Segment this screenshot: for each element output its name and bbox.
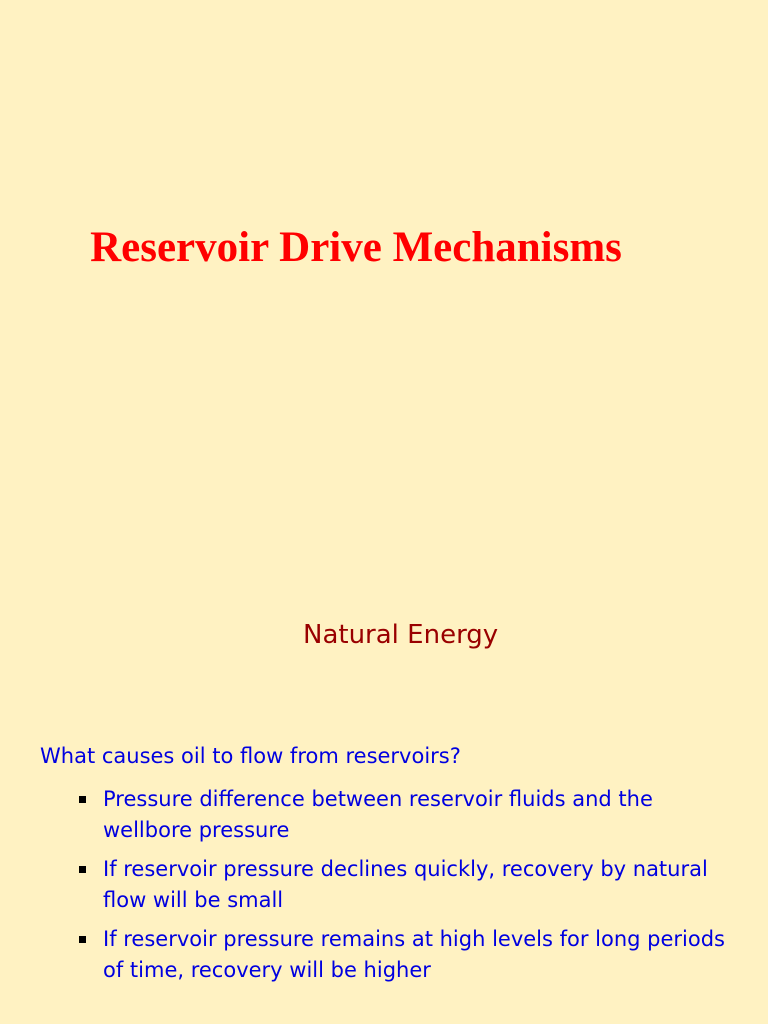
- question-text: What causes oil to flow from reservoirs?: [40, 744, 461, 768]
- bullet-text: Pressure difference between reservoir fluids and the wellbore pressure: [103, 787, 653, 842]
- bullet-item: [78, 854, 738, 916]
- square-bullet-icon: [79, 866, 86, 873]
- slide-subtitle: Natural Energy: [303, 620, 499, 650]
- bullet-item: [78, 784, 738, 846]
- bullet-list: [78, 784, 738, 994]
- square-bullet-icon: [79, 936, 86, 943]
- slide-title: Reservoir Drive Mechanisms: [90, 224, 622, 271]
- square-bullet-icon: [79, 796, 86, 803]
- bullet-item: [78, 924, 738, 986]
- bullet-text: If reservoir pressure remains at high levels for long periods of time, recovery will be higher: [103, 927, 726, 982]
- bullet-text: If reservoir pressure declines quickly, recovery by natural flow will be small: [103, 857, 708, 912]
